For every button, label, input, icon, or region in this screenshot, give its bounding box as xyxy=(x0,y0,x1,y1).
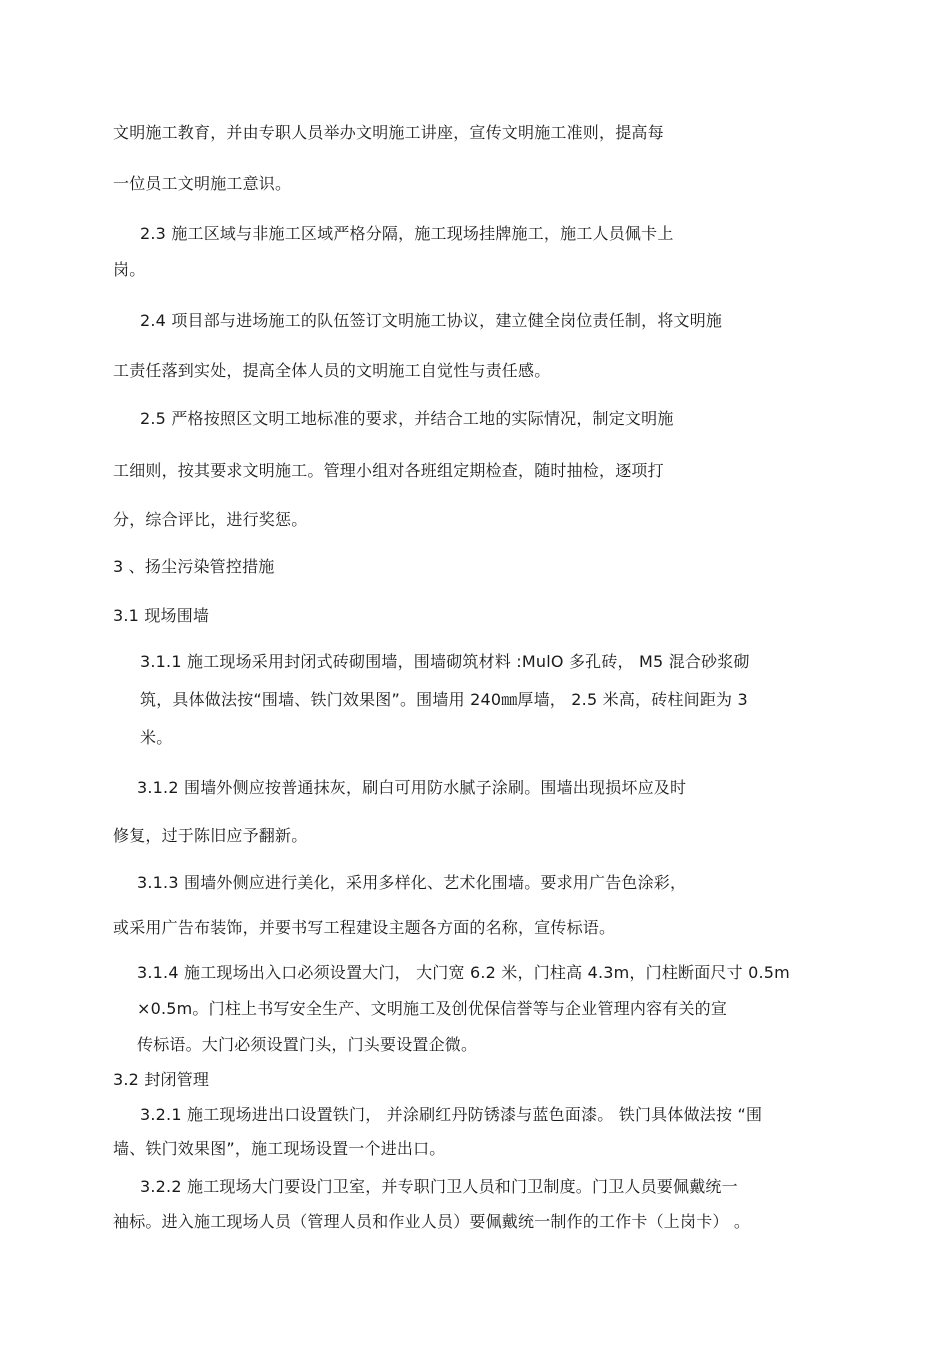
text-line: 文明施工教育，并由专职人员举办文明施工讲座，宣传文明施工准则，提高每 xyxy=(113,123,664,142)
text-line: 岗。 xyxy=(113,260,146,279)
text-line: 筑，具体做法按“围墙、铁门效果图”。围墙用 240㎜厚墙， 2.5 米高，砖柱间距为 3 xyxy=(140,690,748,709)
text-line: 3.1.4 施工现场出入口必须设置大门， 大门宽 6.2 米，门柱高 4.3m，门柱断面尺寸 0.5m xyxy=(137,963,790,982)
text-line: 工细则，按其要求文明施工。管理小组对各班组定期检查，随时抽检，逐项打 xyxy=(113,461,664,480)
text-line: 分，综合评比，进行奖惩。 xyxy=(113,510,308,529)
text-line: 3.2.1 施工现场进出口设置铁门， 并涂刷红丹防锈漆与蓝色面漆。 铁门具体做法按 “围 xyxy=(140,1105,763,1124)
text-line: 墙、铁门效果图”，施工现场设置一个进出口。 xyxy=(113,1139,446,1158)
text-line: 3.1.3 围墙外侧应进行美化，采用多样化、艺术化围墙。要求用广告色涂彩， xyxy=(137,873,687,892)
text-line: 一位员工文明施工意识。 xyxy=(113,174,292,193)
text-line: 2.3 施工区域与非施工区域严格分隔，施工现场挂牌施工，施工人员佩卡上 xyxy=(140,224,674,243)
text-line: 工责任落到实处，提高全体人员的文明施工自觉性与责任感。 xyxy=(113,361,551,380)
text-line: 3.2.2 施工现场大门要设门卫室，并专职门卫人员和门卫制度。门卫人员要佩戴统一 xyxy=(140,1177,738,1196)
text-line: ×0.5m。门柱上书写安全生产、文明施工及创优保信誉等与企业管理内容有关的宣 xyxy=(137,999,728,1018)
text-line: 3.1.1 施工现场采用封闭式砖砌围墙，围墙砌筑材料 :MulO 多孔砖， M5 混合砂浆砌 xyxy=(140,652,750,671)
text-line: 2.4 项目部与进场施工的队伍签订文明施工协议，建立健全岗位责任制，将文明施 xyxy=(140,311,723,330)
section-heading: 3 、扬尘污染管控措施 xyxy=(113,557,275,576)
text-line: 米。 xyxy=(140,728,173,747)
subsection-heading: 3.1 现场围墙 xyxy=(113,606,210,625)
text-line: 3.1.2 围墙外侧应按普通抹灰，刷白可用防水腻子涂刷。围墙出现损坏应及时 xyxy=(137,778,687,797)
subsection-heading: 3.2 封闭管理 xyxy=(113,1070,210,1089)
text-line: 袖标。进入施工现场人员（管理人员和作业人员）要佩戴统一制作的工作卡（上岗卡） 。 xyxy=(113,1212,751,1231)
text-line: 修复，过于陈旧应予翻新。 xyxy=(113,826,308,845)
text-line: 2.5 严格按照区文明工地标准的要求，并结合工地的实际情况，制定文明施 xyxy=(140,409,674,428)
text-line: 传标语。大门必须设置门头，门头要设置企微。 xyxy=(137,1035,478,1054)
text-line: 或采用广告布装饰，并要书写工程建设主题各方面的名称，宣传标语。 xyxy=(113,918,616,937)
